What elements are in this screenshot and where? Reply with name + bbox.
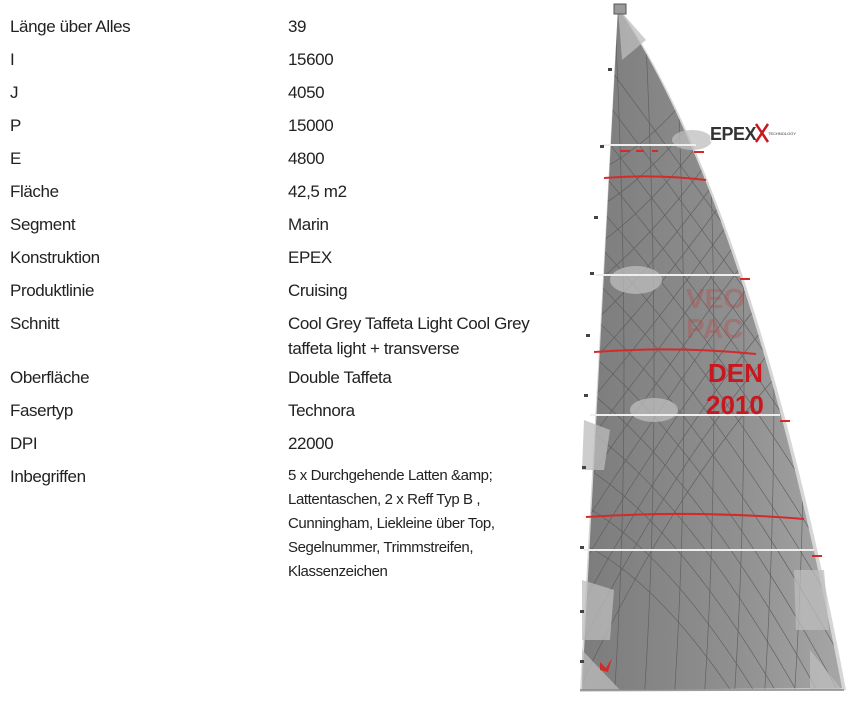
spec-label: J (10, 83, 19, 102)
spec-row-segment (10, 208, 570, 241)
spec-row-dpi (10, 427, 570, 460)
spec-value: Cool Grey Taffeta Light Cool Grey taffeta light + transverse (288, 314, 530, 358)
spec-value: 39 (288, 17, 307, 36)
epex-logo-text: EPEX (710, 124, 757, 144)
spec-value: 15600 (288, 50, 334, 69)
ghost-sail-text: VEO (686, 283, 746, 314)
spec-row-i (10, 43, 570, 76)
spec-table (10, 10, 570, 584)
spec-row-included (10, 460, 570, 584)
spec-label: Produktlinie (10, 281, 95, 300)
spec-row-j (10, 76, 570, 109)
spec-label: DPI (10, 434, 38, 453)
spec-label: Fläche (10, 182, 59, 201)
spec-row-cut (10, 307, 570, 361)
headboard (614, 4, 626, 14)
spec-label: Oberfläche (10, 368, 90, 387)
spec-value: 4800 (288, 149, 325, 168)
spec-value: Technora (288, 401, 355, 420)
spec-label: Schnitt (10, 314, 60, 333)
ghost-sail-text: PAC (686, 313, 744, 344)
spec-label: I (10, 50, 15, 69)
spec-row-surface (10, 361, 570, 394)
spec-value: 15000 (288, 116, 334, 135)
spec-value: Cruising (288, 281, 348, 300)
spec-label: P (10, 116, 21, 135)
spec-value: 4050 (288, 83, 325, 102)
spec-label: E (10, 149, 21, 168)
spec-label: Konstruktion (10, 248, 100, 267)
spec-row-e (10, 142, 570, 175)
spec-row-p (10, 109, 570, 142)
epex-logo (710, 124, 796, 144)
spec-value: EPEX (288, 248, 332, 267)
spec-label: Inbegriffen (10, 467, 86, 486)
spec-value: 42,5 m2 (288, 182, 347, 201)
epex-logo-subtext: TECHNOLOGY (768, 131, 797, 136)
spec-row-product-line (10, 274, 570, 307)
sail-drawing (574, 0, 862, 702)
sail-number-country: DEN (708, 358, 763, 388)
spec-row-length (10, 10, 570, 43)
spec-row-construction (10, 241, 570, 274)
spec-row-fiber-type (10, 394, 570, 427)
spec-label: Segment (10, 215, 76, 234)
spec-value: 5 x Durchgehende Latten &amp; Lattentaschen, 2 x Reff Typ B , Cunningham, Liekleine über Top, Segelnummer, Trimmstreifen, Klassenzeichen (288, 467, 495, 580)
spec-value: Double Taffeta (288, 368, 392, 387)
spec-label: Fasertyp (10, 401, 73, 420)
sail-number: 2010 (706, 390, 764, 420)
sail-image (574, 0, 862, 702)
spec-value: 22000 (288, 434, 334, 453)
spec-row-area (10, 175, 570, 208)
spec-label: Länge über Alles (10, 17, 131, 36)
spec-value: Marin (288, 215, 329, 234)
